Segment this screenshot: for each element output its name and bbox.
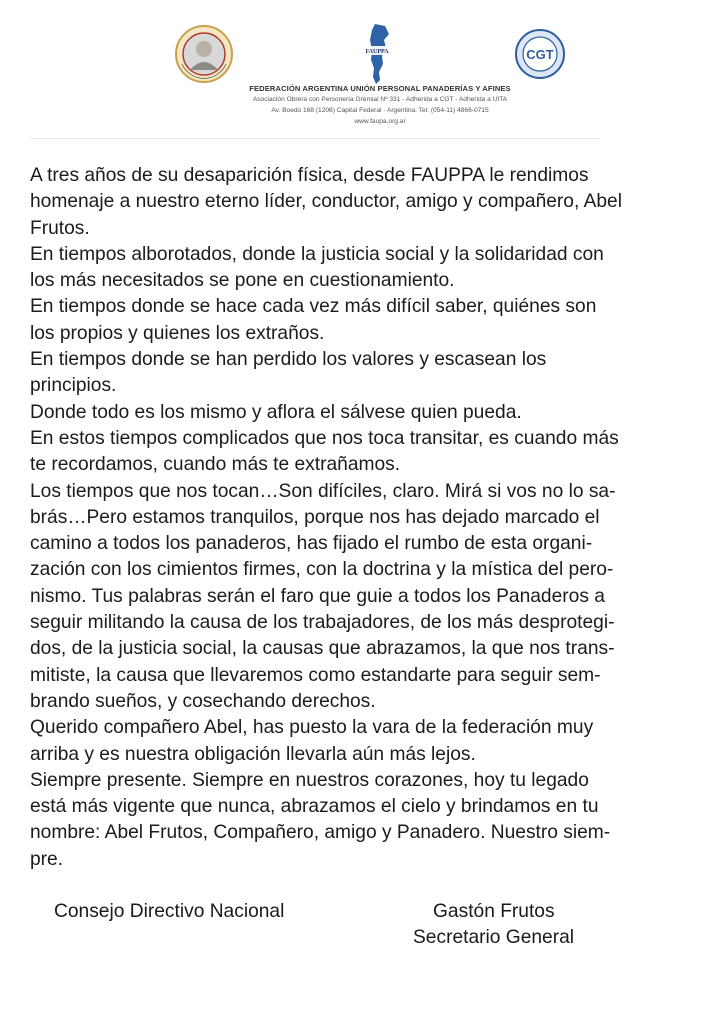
body-line: nismo. Tus palabras serán el faro que guie a todos los Panaderos a bbox=[30, 585, 605, 607]
body-line: Frutos. bbox=[30, 217, 90, 239]
body-line: Querido compañero Abel, has puesto la vara de la federación muy bbox=[30, 717, 594, 739]
body-line: dos, de la justicia social, la causas que abrazamos, la que nos trans- bbox=[30, 638, 615, 660]
body-line: los más necesitados se pone en cuestionamiento. bbox=[30, 270, 455, 292]
organization-website: www.faupa.org.ar bbox=[354, 118, 406, 125]
body-line: está más vigente que nunca, abrazamos el cielo y brindamos en tu bbox=[30, 796, 599, 818]
tribute-letter-body bbox=[30, 163, 710, 873]
cgt-logo-text: CGT bbox=[526, 47, 554, 62]
fauppa-logo-text: FAUPPA bbox=[365, 49, 389, 55]
body-line: A tres años de su desaparición física, desde FAUPPA le rendimos bbox=[30, 165, 589, 186]
body-line: te recordamos, cuando más te extrañamos. bbox=[30, 454, 401, 476]
signature-council: Consejo Directivo Nacional bbox=[54, 901, 285, 922]
body-line: Donde todo es los mismo y aflora el sálvese quien pueda. bbox=[30, 401, 522, 423]
signature-title: Secretario General bbox=[413, 927, 575, 948]
body-line: brás…Pero estamos tranquilos, porque nos has dejado marcado el bbox=[30, 506, 600, 528]
organization-registration: Asociación Obrera con Personería Gremial Nº 331 - Adherida a CGT - Adherida a UITA bbox=[252, 96, 508, 103]
organization-name: FEDERACIÓN ARGENTINA UNIÓN PERSONAL PANADERÍAS Y AFINES bbox=[249, 84, 511, 93]
letterhead bbox=[170, 20, 590, 140]
body-line: Siempre presente. Siempre en nuestros corazones, hoy tu legado bbox=[30, 769, 589, 791]
header-divider bbox=[30, 138, 600, 139]
organization-address: Av. Boedo 168 (1206) Capital Federal - Argentina. Tel: (054-11) 4866-0715 bbox=[271, 107, 489, 114]
body-line: En tiempos alborotados, donde la justicia social y la solidaridad con bbox=[30, 243, 604, 265]
body-line: brando sueños, y cosechando derechos. bbox=[30, 690, 376, 712]
body-line: zación con los cimientos firmes, con la doctrina y la mística del pero- bbox=[30, 559, 614, 581]
cgt-emblem-logo bbox=[514, 28, 566, 80]
abel-frutos-portrait-logo bbox=[174, 24, 234, 84]
signature-name: Gastón Frutos bbox=[433, 901, 555, 922]
body-line: seguir militando la causa de los trabajadores, de los más desprotegi- bbox=[30, 612, 615, 634]
body-line: homenaje a nuestro eterno líder, conductor, amigo y compañero, Abel bbox=[30, 191, 622, 213]
body-line: los propios y quienes los extraños. bbox=[30, 322, 325, 344]
body-line: nombre: Abel Frutos, Compañero, amigo y Panadero. Nuestro siem- bbox=[30, 822, 611, 844]
body-line: En tiempos donde se hace cada vez más difícil saber, quiénes son bbox=[30, 296, 597, 318]
body-line: camino a todos los panaderos, has fijado el rumbo de esta organi- bbox=[30, 533, 593, 555]
fauppa-argentina-map-logo bbox=[355, 22, 399, 86]
body-line: En estos tiempos complicados que nos toca transitar, es cuando más bbox=[30, 427, 619, 449]
body-line: Los tiempos que nos tocan…Son difíciles, claro. Mirá si vos no lo sa- bbox=[30, 480, 616, 502]
body-line: principios. bbox=[30, 375, 117, 397]
body-line: En tiempos donde se han perdido los valores y escasean los bbox=[30, 349, 547, 371]
body-line: mitiste, la causa que llevaremos como estandarte para seguir sem- bbox=[30, 664, 601, 686]
body-line: arriba y es nuestra obligación llevarla aún más lejos. bbox=[30, 743, 476, 765]
body-line: pre. bbox=[30, 848, 64, 870]
